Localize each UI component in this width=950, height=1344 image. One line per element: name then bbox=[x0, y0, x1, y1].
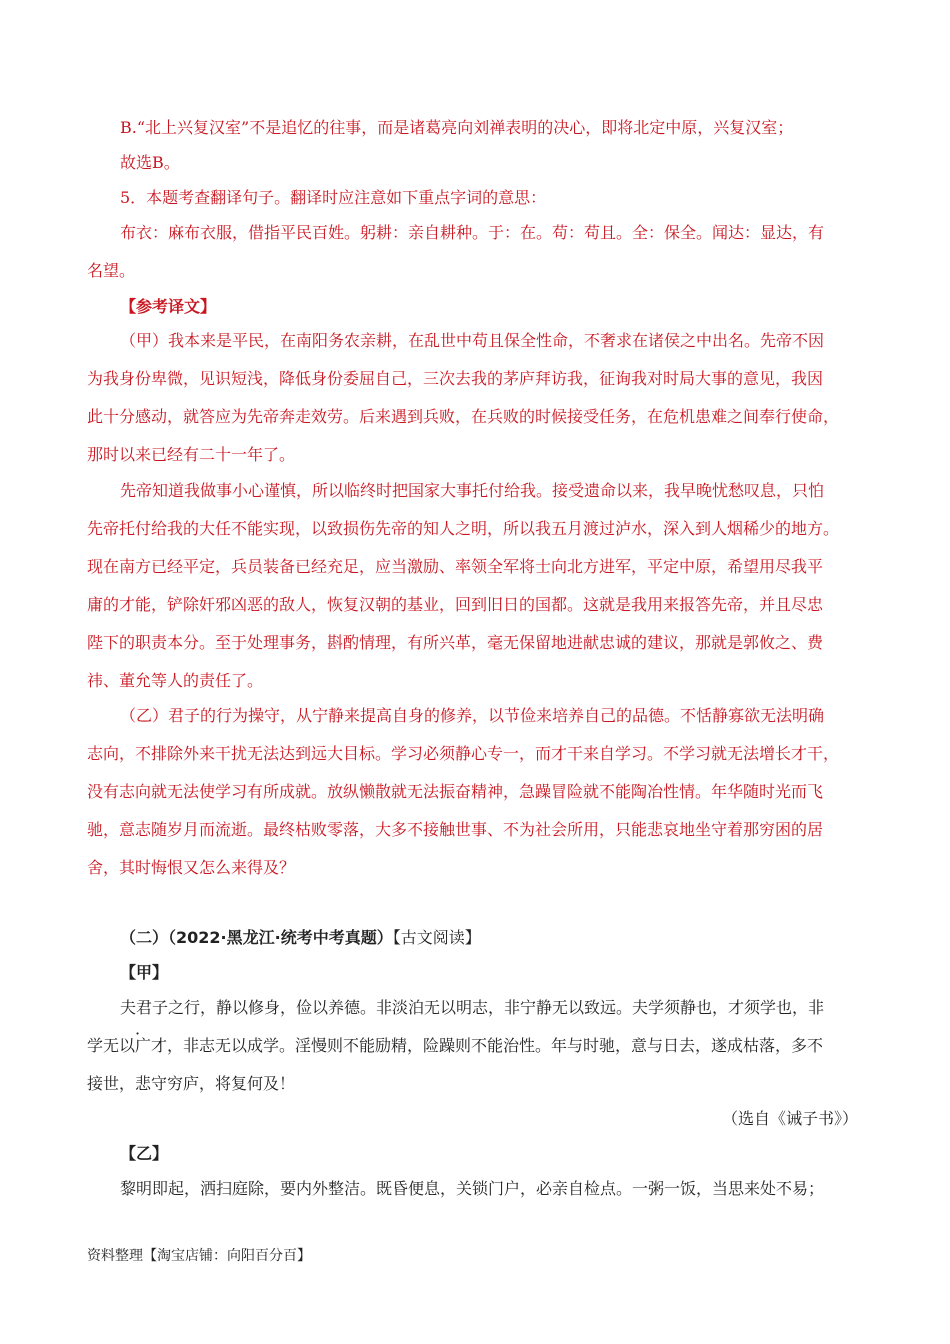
section-heading bbox=[120, 926, 895, 950]
translation-line: 此十分感动，就答应为先帝奔走效劳。后来遇到兵败，在兵败的时候接受任务，在危机患难之间奉行使命， bbox=[87, 407, 840, 426]
answer-line: 5．本题考查翻译句子。翻译时应注意如下重点字词的意思： bbox=[120, 188, 547, 207]
page-footer: 资料整理【淘宝店铺：向阳百分百】 bbox=[87, 1248, 311, 1264]
translation-line: （甲）我本来是平民，在南阳务农亲耕，在乱世中苟且保全性命，不奢求在诸侯之中出名。先帝不因 bbox=[120, 331, 825, 350]
translation-line: （乙）君子的行为操守，从宁静来提高自身的修养，以节俭来培养自己的品德。不恬静寡欲无法明确 bbox=[120, 706, 825, 725]
passage-line: 接世，悲守穷庐，将复何及！ bbox=[87, 1074, 296, 1093]
translation-line: 先帝知道我做事小心谨慎，所以临终时把国家大事托付给我。接受遗命以来，我早晚忧愁叹息，只怕 bbox=[120, 481, 825, 500]
translation-line: 陛下的职责本分。至于处理事务，斟酌情理，有所兴革，毫无保留地进献忠诚的建议，那就是郭攸之、费 bbox=[87, 633, 824, 652]
translation-line: 祎、董允等人的责任了。 bbox=[87, 671, 264, 690]
passage-line: 夫君子之行，静以修身，俭以养德。非淡泊无以明志，非宁静无以致远。夫学须静也，才须学也，非 bbox=[120, 998, 825, 1017]
translation-line: 舍，其时悔恨又怎么来得及？ bbox=[87, 858, 296, 877]
section-source: （二）（2022·黑龙江·统考中考真题） bbox=[120, 928, 393, 947]
passage-line bbox=[87, 1034, 862, 1058]
section-type: 【古文阅读】 bbox=[392, 928, 481, 947]
passage-text: 学无以 bbox=[87, 1036, 136, 1055]
answer-line: 名望。 bbox=[87, 261, 136, 280]
translation-line: 庸的才能，铲除奸邪凶恶的敌人，恢复汉朝的基业，回到旧日的国都。这就是我用来报答先帝，并且尽忠 bbox=[87, 595, 824, 614]
answer-line: B.“北上兴复汉室”不是追忆的往事，而是诸葛亮向刘禅表明的决心，即将北定中原，兴复汉室； bbox=[120, 118, 794, 137]
emphasized-char: 广 bbox=[135, 1036, 152, 1055]
reference-translation-heading: 【参考译文】 bbox=[120, 297, 217, 316]
answer-line: 布衣：麻布衣服，借指平民百姓。躬耕：亲自耕种。于：在。苟：苟且。全：保全。闻达：显达，有 bbox=[120, 223, 825, 242]
passage-line: 黎明即起，洒扫庭除，要内外整洁。既昏便息，关锁门户，必亲自检点。一粥一饭，当思来处不易； bbox=[120, 1179, 825, 1198]
passage-a-label: 【甲】 bbox=[120, 963, 169, 982]
translation-line: 那时以来已经有二十一年了。 bbox=[87, 445, 296, 464]
translation-line: 没有志向就无法使学习有所成就。放纵懒散就无法振奋精神，急躁冒险就不能陶冶性情。年华随时光而飞 bbox=[87, 782, 824, 801]
passage-source: （选自《诫子书》） bbox=[721, 1109, 858, 1128]
translation-line: 先帝托付给我的大任不能实现，以致损伤先帝的知人之明，所以我五月渡过泸水，深入到人烟稀少的地方。 bbox=[87, 519, 840, 538]
answer-line: 故选B。 bbox=[120, 153, 180, 172]
translation-line: 为我身份卑微，见识短浅，降低身份委屈自己，三次去我的茅庐拜访我，征询我对时局大事的意见，我因 bbox=[87, 369, 824, 388]
translation-line: 现在南方已经平定，兵员装备已经充足，应当激励、率领全军将士向北方进军，平定中原，希望用尽我平 bbox=[87, 557, 824, 576]
translation-line: 驰，意志随岁月而流逝。最终枯败零落，大多不接触世事、不为社会所用，只能悲哀地坐守着那穷困的居 bbox=[87, 820, 824, 839]
passage-text: 才，非志无以成学。淫慢则不能励精，险躁则不能治性。年与时驰，意与日去，遂成枯落，多不 bbox=[151, 1036, 824, 1055]
passage-b-label: 【乙】 bbox=[120, 1144, 169, 1163]
translation-line: 志向，不排除外来干扰无法达到远大目标。学习必须静心专一，而才干来自学习。不学习就无法增长才干， bbox=[87, 744, 840, 763]
